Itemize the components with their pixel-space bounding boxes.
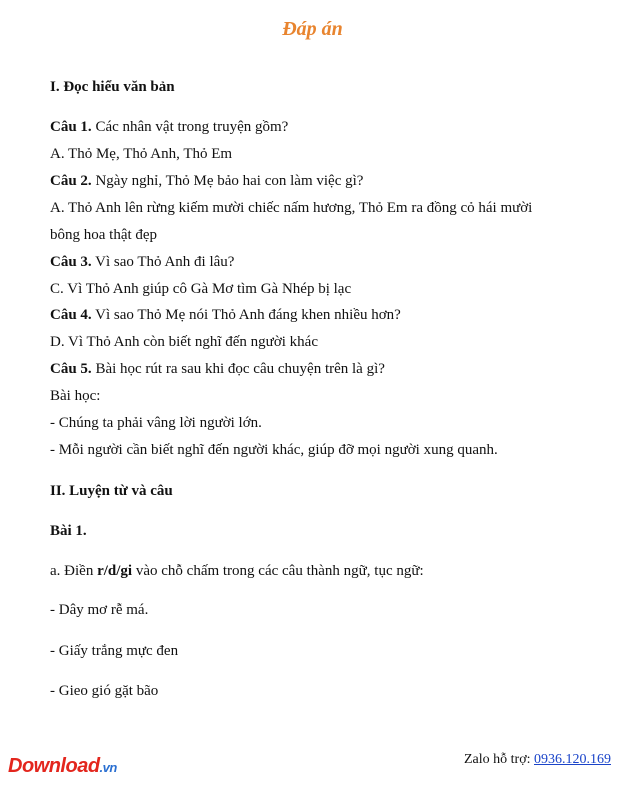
letters-hint: r/d/gi bbox=[97, 563, 133, 579]
question-label: Câu 4. bbox=[50, 307, 92, 323]
idiom-item: - Dây mơ rễ má. bbox=[50, 602, 149, 618]
answer-2-line-1: A. Thỏ Anh lên rừng kiếm mười chiếc nấm hương, Thỏ Em ra đồng cỏ hái mười bbox=[50, 200, 533, 216]
lesson-label: Bài học: bbox=[50, 388, 101, 404]
question-label: Câu 3. bbox=[50, 254, 92, 270]
section-heading-reading: I. Đọc hiểu văn bản bbox=[50, 79, 175, 95]
answer-3: C. Vì Thỏ Anh giúp cô Gà Mơ tìm Gà Nhép bị lạc bbox=[50, 281, 352, 297]
question-5 bbox=[50, 361, 385, 378]
question-text: Các nhân vật trong truyện gồm? bbox=[91, 119, 289, 135]
zalo-support bbox=[464, 752, 611, 768]
exercise-instruction: a. Điền r/d/gi vào chỗ chấm trong các câu thành ngữ, tục ngữ: bbox=[50, 563, 424, 579]
support-phone-link[interactable]: 0936.120.169 bbox=[534, 752, 611, 767]
question-text: Bài học rút ra sau khi đọc câu chuyện trên là gì? bbox=[91, 361, 385, 377]
question-text: Vì sao Thỏ Mẹ nói Thỏ Anh đáng khen nhiều hơn? bbox=[91, 307, 401, 323]
lesson-item: - Chúng ta phải vâng lời người lớn. bbox=[50, 415, 262, 431]
page-title: Đáp án bbox=[282, 18, 343, 40]
question-label: Câu 1. bbox=[50, 119, 92, 135]
idiom-item: - Gieo gió gặt bão bbox=[50, 683, 159, 699]
question-4 bbox=[50, 307, 401, 324]
idiom-item: - Giấy trắng mực đen bbox=[50, 643, 179, 659]
answer-4: D. Vì Thỏ Anh còn biết nghĩ đến người khác bbox=[50, 334, 318, 350]
section-heading-vocabulary: II. Luyện từ và câu bbox=[50, 483, 173, 499]
question-1 bbox=[50, 119, 288, 136]
answer-1: A. Thỏ Mẹ, Thỏ Anh, Thỏ Em bbox=[50, 146, 233, 162]
question-3 bbox=[50, 254, 234, 271]
question-text: Vì sao Thỏ Anh đi lâu? bbox=[91, 254, 235, 270]
question-text: Ngày nghỉ, Thỏ Mẹ bảo hai con làm việc gì? bbox=[91, 173, 364, 189]
support-label: Zalo hỗ trợ: bbox=[464, 752, 534, 767]
question-2 bbox=[50, 173, 363, 190]
download-vn-logo[interactable]: Download.vn bbox=[8, 755, 117, 777]
question-label: Câu 5. bbox=[50, 361, 92, 377]
question-label: Câu 2. bbox=[50, 173, 92, 189]
lesson-item: - Mỗi người cần biết nghĩ đến người khác, giúp đỡ mọi người xung quanh. bbox=[50, 442, 498, 458]
answer-2-line-2: bông hoa thật đẹp bbox=[50, 227, 158, 243]
exercise-label: Bài 1. bbox=[50, 523, 87, 539]
